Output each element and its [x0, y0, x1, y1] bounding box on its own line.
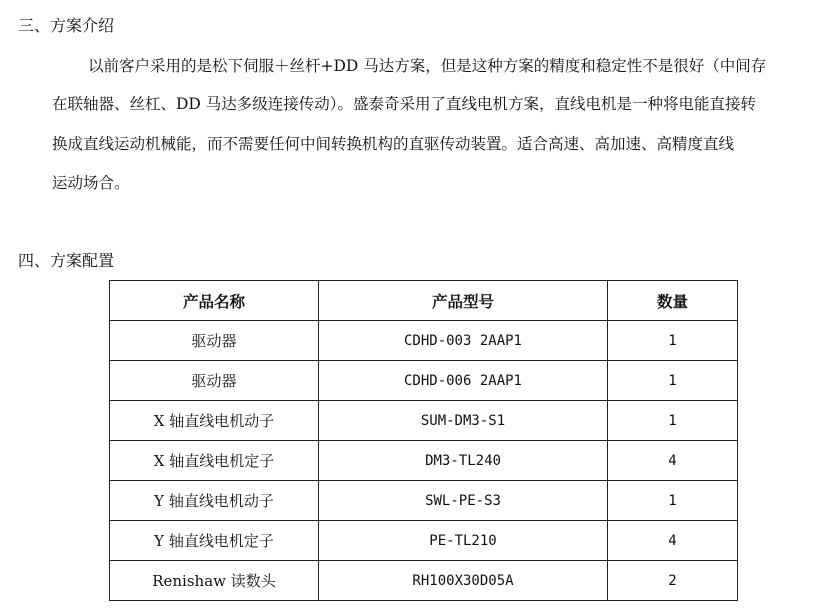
table-row: [110, 441, 738, 481]
configuration-table: [109, 280, 738, 601]
section-3-paragraph-line-1: 以前客户采用的是松下伺服＋丝杆+DD 马达方案，但是这种方案的精度和稳定性不是很好（中间存: [88, 57, 767, 75]
quantity-cell: 2: [608, 561, 738, 601]
quantity-cell: 1: [608, 481, 738, 521]
product-model-cell: CDHD-003 2AAP1: [319, 321, 608, 361]
section-3-paragraph-line-2: 在联轴器、丝杠、DD 马达多级连接传动）。盛泰奇采用了直线电机方案，直线电机是一种将电能直接转: [52, 95, 757, 113]
section-3-paragraph-line-4: 运动场合。: [52, 174, 130, 192]
header-product-model: 产品型号: [319, 281, 608, 321]
product-model-cell: SUM-DM3-S1: [319, 401, 608, 441]
quantity-cell: 1: [608, 401, 738, 441]
section-4-heading: 四、方案配置: [18, 251, 115, 270]
product-model-cell: RH100X30D05A: [319, 561, 608, 601]
table-row: [110, 361, 738, 401]
product-name-cell: Y 轴直线电机定子: [110, 521, 319, 561]
header-quantity: 数量: [608, 281, 738, 321]
quantity-cell: 1: [608, 361, 738, 401]
product-name-cell: X 轴直线电机动子: [110, 401, 319, 441]
product-model-cell: SWL-PE-S3: [319, 481, 608, 521]
product-name-cell: Renishaw 读数头: [110, 561, 319, 601]
table-row: [110, 561, 738, 601]
product-model-cell: CDHD-006 2AAP1: [319, 361, 608, 401]
header-product-name: 产品名称: [110, 281, 319, 321]
product-name-cell: 驱动器: [110, 361, 319, 401]
table-header-row: [110, 281, 738, 321]
product-name-cell: 驱动器: [110, 321, 319, 361]
table-row: [110, 401, 738, 441]
product-model-cell: DM3-TL240: [319, 441, 608, 481]
table-row: [110, 521, 738, 561]
quantity-cell: 4: [608, 441, 738, 481]
product-model-cell: PE-TL210: [319, 521, 608, 561]
quantity-cell: 1: [608, 321, 738, 361]
table-row: [110, 481, 738, 521]
product-name-cell: Y 轴直线电机动子: [110, 481, 319, 521]
quantity-cell: 4: [608, 521, 738, 561]
section-3-paragraph-line-3: 换成直线运动机械能，而不需要任何中间转换机构的直驱传动装置。适合高速、高加速、高精度直线: [52, 135, 735, 153]
table-row: [110, 321, 738, 361]
section-3-heading: 三、方案介绍: [18, 16, 115, 35]
product-name-cell: X 轴直线电机定子: [110, 441, 319, 481]
